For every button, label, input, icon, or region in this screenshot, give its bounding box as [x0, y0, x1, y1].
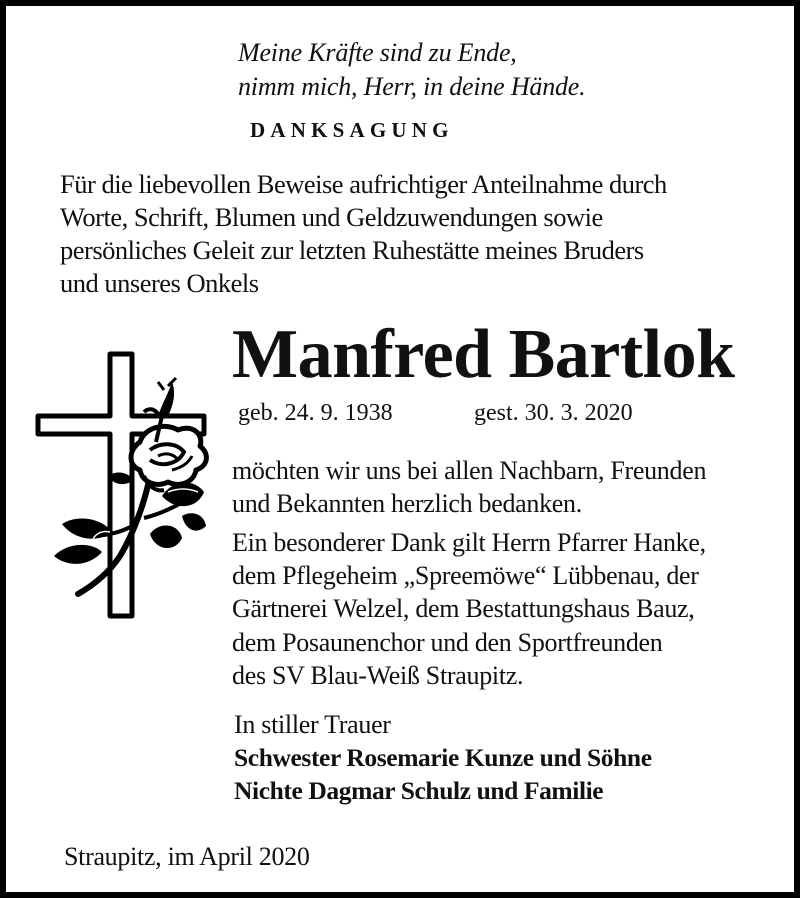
mourner: Schwester Rosemarie Kunze und Söhne — [234, 743, 652, 772]
heading: DANKSAGUNG — [250, 118, 454, 142]
life-dates — [238, 398, 633, 428]
birth-date: geb. 24. 9. 1938 — [238, 400, 393, 426]
motto-verse — [238, 36, 585, 104]
motto-line: nimm mich, Herr, in deine Hände. — [238, 72, 586, 101]
intro-line: Für die liebevollen Beweise aufrichtiger Anteilnahme durch — [60, 169, 667, 199]
special-thanks-line: dem Pflegeheim „Spreemöwe“ Lübbenau, der — [232, 561, 699, 591]
special-thanks-paragraph — [232, 526, 706, 692]
mourner: Nichte Dagmar Schulz und Familie — [234, 776, 604, 805]
deceased-name: Manfred Bartlok — [232, 316, 735, 393]
place-and-date: Straupitz, im April 2020 — [64, 842, 310, 871]
special-thanks-line: Ein besonderer Dank gilt Herrn Pfarrer Hanke, — [232, 528, 706, 557]
mourning-label: In stiller Trauer — [234, 710, 391, 739]
special-thanks-line: dem Posaunenchor und den Sportfreunden — [232, 627, 663, 657]
death-date: gest. 30. 3. 2020 — [474, 400, 633, 426]
special-thanks-line: des SV Blau-Weiß Straupitz. — [232, 660, 524, 690]
intro-line: Worte, Schrift, Blumen und Geldzuwendungen sowie — [60, 202, 603, 232]
intro-paragraph — [60, 168, 667, 300]
mourners-list — [234, 741, 652, 807]
intro-line: und unseres Onkels — [60, 268, 259, 298]
intro-line: persönliches Geleit zur letzten Ruhestätte meines Bruders — [60, 235, 644, 265]
thanks-paragraph — [232, 454, 706, 520]
cross-with-rose-icon — [32, 346, 218, 626]
motto-line: Meine Kräfte sind zu Ende, — [238, 38, 517, 67]
thanks-line: und Bekannten herzlich bedanken. — [232, 489, 582, 518]
thanks-line: möchten wir uns bei allen Nachbarn, Freunden — [232, 456, 707, 485]
special-thanks-line: Gärtnerei Welzel, dem Bestattungshaus Bauz, — [232, 594, 695, 624]
